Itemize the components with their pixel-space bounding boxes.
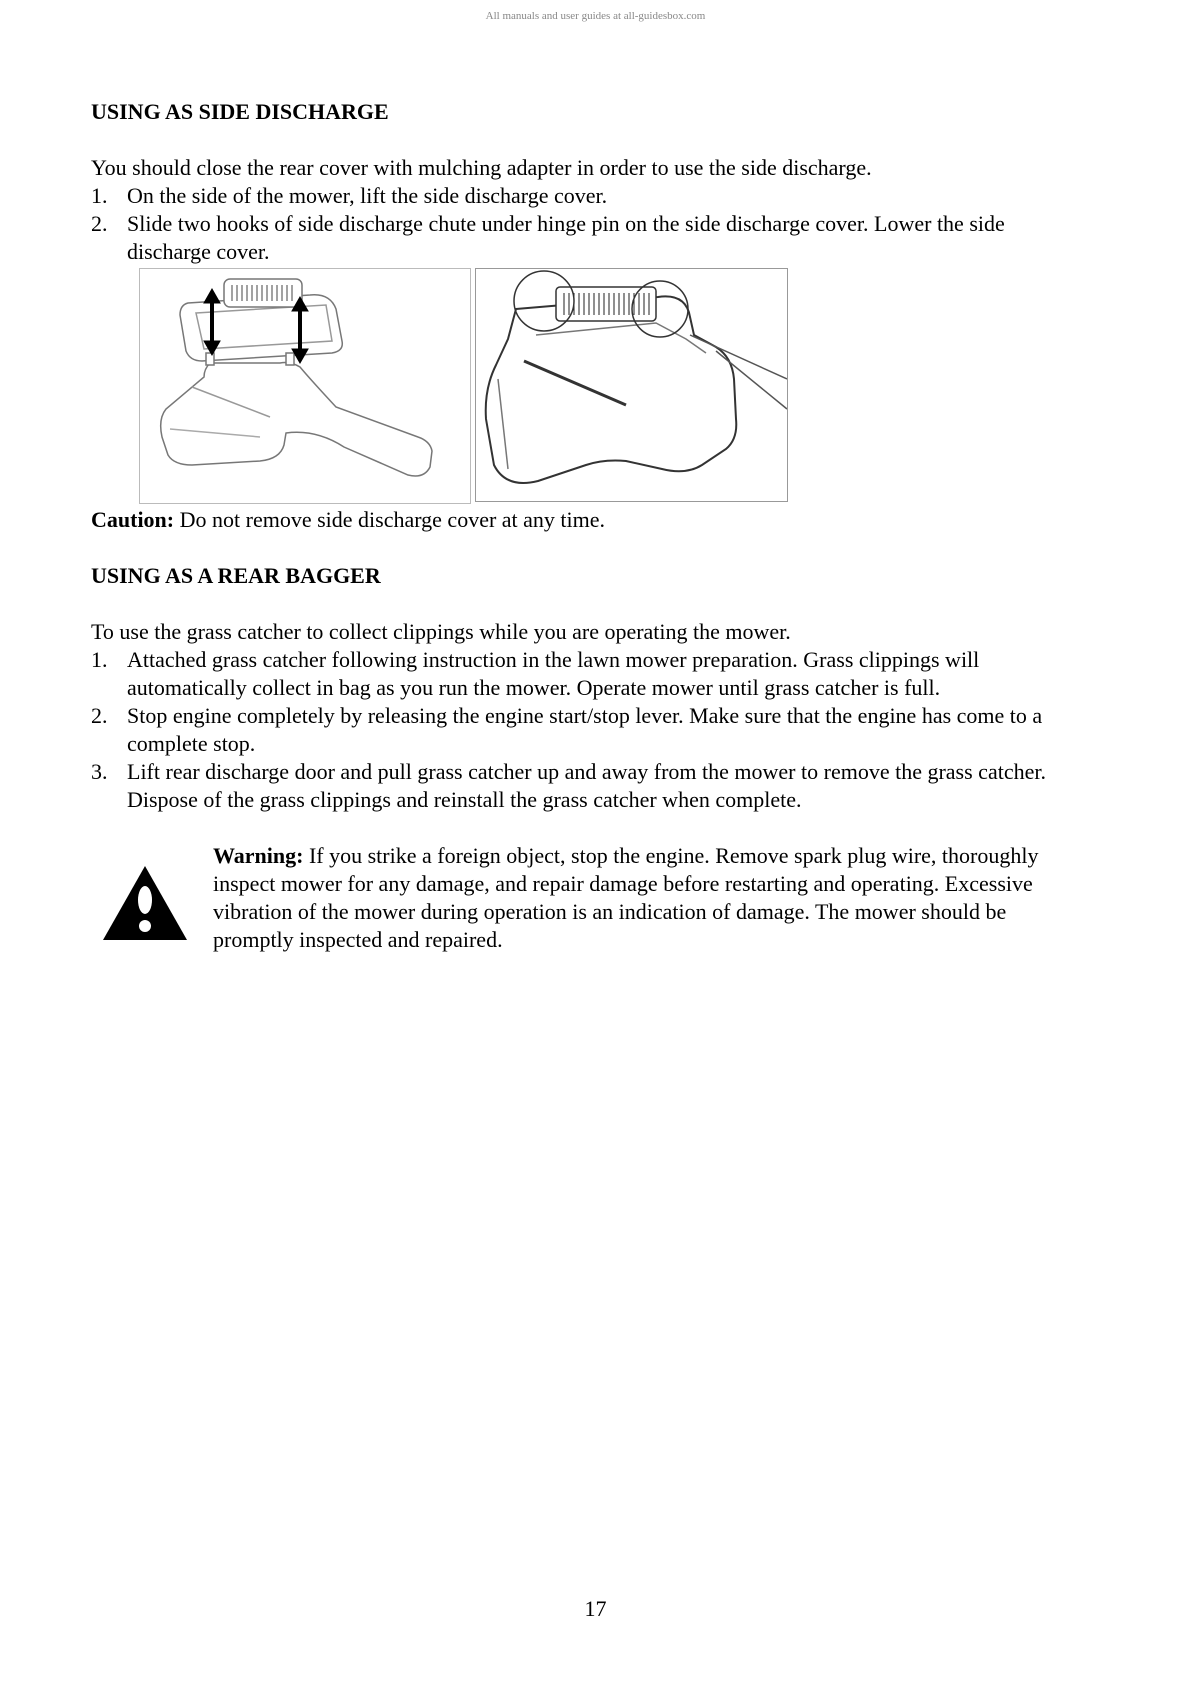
page-number: 17 [584,1596,607,1621]
side-discharge-figures [139,268,1091,506]
rear-bagger-steps [91,646,1091,814]
side-discharge-intro: You should close the rear cover with mulching adapter in order to use the side discharge. [91,155,872,180]
page-content [91,98,1091,954]
list-item: 2. Slide two hooks of side discharge chute under hinge pin on the side discharge cover. Lower the side discharge cover. [91,211,1005,264]
list-item: 1. On the side of the mower, lift the side discharge cover. [91,183,608,208]
warning-block [91,842,1091,954]
discharge-chute-installed-illustration [475,268,788,502]
list-item: 1. Attached grass catcher following instruction in the lawn mower preparation. Grass clippings will automatically collect in bag as you run the mower. Operate mower until grass catcher is full. [91,647,980,700]
watermark: All manuals and user guides at all-guidesbox.com [485,10,706,22]
section-heading-side-discharge: USING AS SIDE DISCHARGE [91,99,389,124]
side-discharge-steps [91,182,1091,266]
discharge-chute-illustration [139,268,471,504]
rear-bagger-intro: To use the grass catcher to collect clippings while you are operating the mower. [91,619,791,644]
list-item: 3. Lift rear discharge door and pull grass catcher up and away from the mower to remove the grass catcher. Dispose of the grass clippings and reinstall the grass catcher when complete. [91,759,1046,812]
list-item: 2. Stop engine completely by releasing the engine start/stop lever. Make sure that the engine has come to a complete stop. [91,703,1043,756]
warning-triangle-icon [101,864,189,942]
warning-text: Warning: If you strike a foreign object, stop the engine. Remove spark plug wire, thoroughly inspect mower for any damage, and repair damage before restarting and operating. Excessive vibration of the mower during operation is an indication of damage. The mower should be promptly inspected and repaired. [213,843,1039,952]
caution-note: Caution: Do not remove side discharge cover at any time. [91,507,606,532]
section-heading-rear-bagger: USING AS A REAR BAGGER [91,563,381,588]
